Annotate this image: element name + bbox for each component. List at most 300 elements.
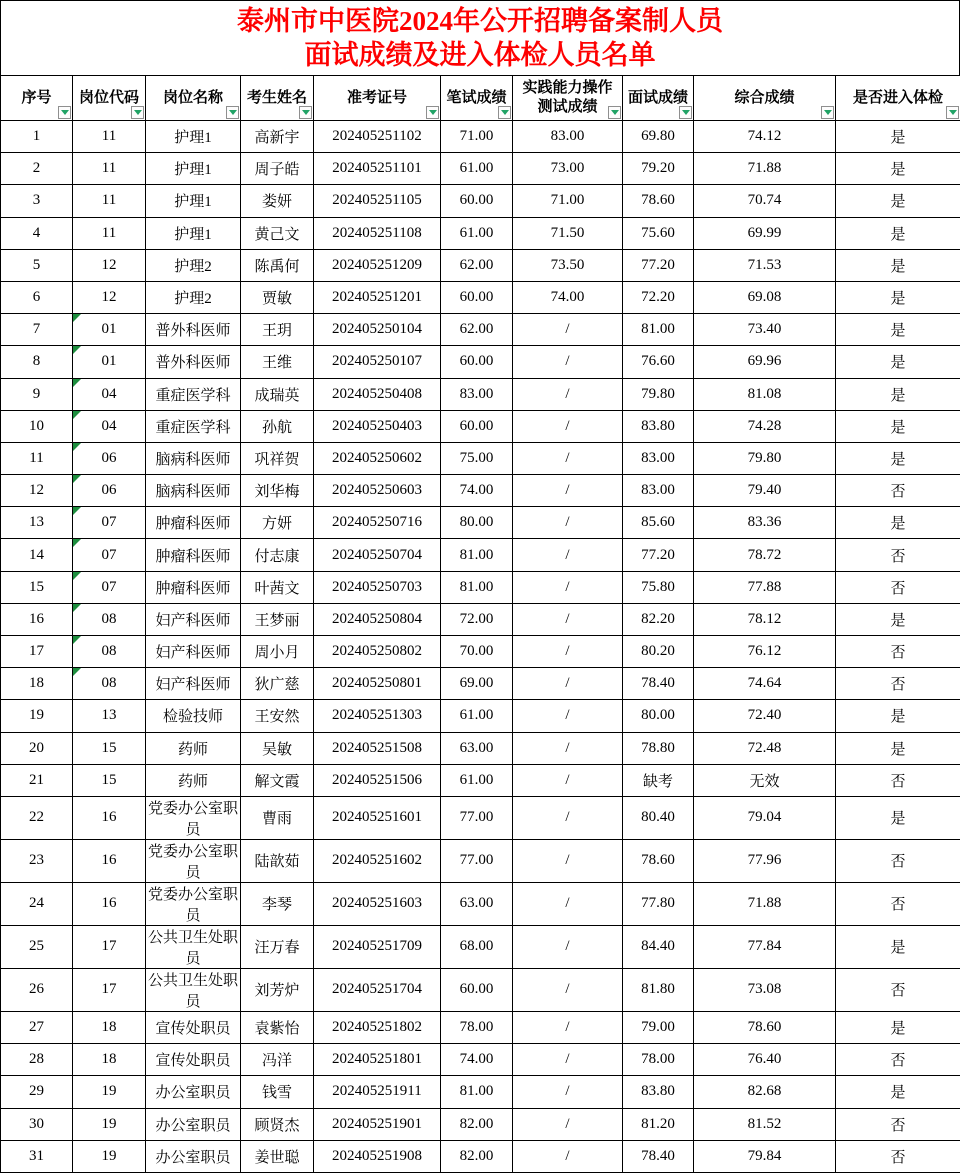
cell-practical[interactable]: 71.00 [513,185,623,217]
cell-written[interactable]: 77.00 [441,839,513,882]
cell-physical[interactable]: 否 [836,1044,960,1076]
cell-interview[interactable]: 80.00 [623,700,694,732]
cell-code[interactable]: 07 [73,539,146,571]
cell-interview[interactable]: 75.80 [623,571,694,603]
cell-position[interactable]: 重症医学科 [146,378,241,410]
cell-code[interactable]: 06 [73,475,146,507]
cell-code[interactable]: 15 [73,764,146,796]
cell-seq[interactable]: 14 [1,539,73,571]
cell-practical[interactable]: / [513,925,623,968]
cell-seq[interactable]: 7 [1,314,73,346]
cell-name[interactable]: 李琴 [241,882,314,925]
cell-overall[interactable]: 79.04 [694,796,836,839]
cell-position[interactable]: 脑病科医师 [146,475,241,507]
cell-name[interactable]: 成瑞英 [241,378,314,410]
cell-practical[interactable]: / [513,475,623,507]
cell-written[interactable]: 81.00 [441,571,513,603]
cell-written[interactable]: 60.00 [441,346,513,378]
cell-name[interactable]: 刘华梅 [241,475,314,507]
cell-physical[interactable]: 是 [836,732,960,764]
cell-physical[interactable]: 否 [836,539,960,571]
cell-written[interactable]: 78.00 [441,1011,513,1043]
cell-position[interactable]: 党委办公室职员 [146,796,241,839]
cell-exam_no[interactable]: 202405250408 [314,378,441,410]
cell-name[interactable]: 王梦丽 [241,603,314,635]
cell-code[interactable]: 04 [73,378,146,410]
cell-written[interactable]: 63.00 [441,732,513,764]
cell-overall[interactable]: 81.08 [694,378,836,410]
cell-written[interactable]: 62.00 [441,314,513,346]
cell-exam_no[interactable]: 202405251508 [314,732,441,764]
cell-position[interactable]: 护理2 [146,281,241,313]
cell-physical[interactable]: 否 [836,1108,960,1140]
cell-exam_no[interactable]: 202405250801 [314,668,441,700]
cell-overall[interactable]: 72.40 [694,700,836,732]
cell-exam_no[interactable]: 202405251102 [314,121,441,153]
cell-name[interactable]: 陆歆茹 [241,839,314,882]
cell-position[interactable]: 宣传处职员 [146,1044,241,1076]
cell-written[interactable]: 74.00 [441,1044,513,1076]
filter-button-interview[interactable] [679,106,692,119]
cell-practical[interactable]: 74.00 [513,281,623,313]
filter-button-overall[interactable] [821,106,834,119]
cell-written[interactable]: 77.00 [441,796,513,839]
filter-button-position[interactable] [226,106,239,119]
cell-interview[interactable]: 78.80 [623,732,694,764]
cell-interview[interactable]: 78.60 [623,185,694,217]
cell-seq[interactable]: 26 [1,968,73,1011]
cell-physical[interactable]: 否 [836,475,960,507]
cell-overall[interactable]: 77.96 [694,839,836,882]
cell-position[interactable]: 重症医学科 [146,410,241,442]
cell-overall[interactable]: 81.52 [694,1108,836,1140]
cell-name[interactable]: 王玥 [241,314,314,346]
cell-seq[interactable]: 16 [1,603,73,635]
cell-name[interactable]: 王安然 [241,700,314,732]
cell-interview[interactable]: 83.80 [623,1076,694,1108]
cell-written[interactable]: 74.00 [441,475,513,507]
cell-physical[interactable]: 否 [836,764,960,796]
cell-practical[interactable]: / [513,839,623,882]
filter-button-written[interactable] [498,106,511,119]
cell-interview[interactable]: 84.40 [623,925,694,968]
cell-exam_no[interactable]: 202405251601 [314,796,441,839]
cell-written[interactable]: 81.00 [441,1076,513,1108]
filter-button-exam_no[interactable] [426,106,439,119]
cell-physical[interactable]: 是 [836,346,960,378]
cell-seq[interactable]: 2 [1,153,73,185]
cell-overall[interactable]: 76.12 [694,636,836,668]
cell-written[interactable]: 61.00 [441,700,513,732]
cell-code[interactable]: 12 [73,281,146,313]
cell-practical[interactable]: 73.00 [513,153,623,185]
cell-seq[interactable]: 23 [1,839,73,882]
filter-button-code[interactable] [131,106,144,119]
cell-name[interactable]: 袁紫怡 [241,1011,314,1043]
cell-name[interactable]: 叶茜文 [241,571,314,603]
cell-name[interactable]: 孙航 [241,410,314,442]
cell-position[interactable]: 党委办公室职员 [146,882,241,925]
cell-practical[interactable]: / [513,1011,623,1043]
cell-seq[interactable]: 24 [1,882,73,925]
cell-position[interactable]: 护理1 [146,121,241,153]
cell-position[interactable]: 检验技师 [146,700,241,732]
cell-position[interactable]: 党委办公室职员 [146,839,241,882]
cell-interview[interactable]: 83.80 [623,410,694,442]
cell-overall[interactable]: 72.48 [694,732,836,764]
cell-physical[interactable]: 否 [836,571,960,603]
cell-physical[interactable]: 否 [836,668,960,700]
cell-practical[interactable]: 73.50 [513,249,623,281]
cell-code[interactable]: 04 [73,410,146,442]
cell-overall[interactable]: 69.99 [694,217,836,249]
cell-written[interactable]: 80.00 [441,507,513,539]
cell-physical[interactable]: 是 [836,700,960,732]
cell-name[interactable]: 王维 [241,346,314,378]
cell-seq[interactable]: 30 [1,1108,73,1140]
cell-overall[interactable]: 69.96 [694,346,836,378]
cell-interview[interactable]: 78.00 [623,1044,694,1076]
cell-position[interactable]: 脑病科医师 [146,442,241,474]
cell-practical[interactable]: / [513,507,623,539]
cell-exam_no[interactable]: 202405250403 [314,410,441,442]
cell-practical[interactable]: / [513,636,623,668]
cell-exam_no[interactable]: 202405251602 [314,839,441,882]
cell-practical[interactable]: / [513,1044,623,1076]
cell-seq[interactable]: 25 [1,925,73,968]
cell-position[interactable]: 办公室职员 [146,1140,241,1172]
cell-position[interactable]: 护理1 [146,217,241,249]
cell-name[interactable]: 顾贤杰 [241,1108,314,1140]
cell-overall[interactable]: 79.80 [694,442,836,474]
cell-code[interactable]: 08 [73,668,146,700]
cell-seq[interactable]: 11 [1,442,73,474]
cell-written[interactable]: 62.00 [441,249,513,281]
cell-position[interactable]: 办公室职员 [146,1108,241,1140]
cell-physical[interactable]: 是 [836,249,960,281]
cell-position[interactable]: 药师 [146,732,241,764]
cell-written[interactable]: 68.00 [441,925,513,968]
cell-practical[interactable]: / [513,882,623,925]
cell-physical[interactable]: 否 [836,636,960,668]
cell-physical[interactable]: 是 [836,121,960,153]
cell-code[interactable]: 12 [73,249,146,281]
cell-name[interactable]: 周子皓 [241,153,314,185]
cell-interview[interactable]: 82.20 [623,603,694,635]
cell-code[interactable]: 17 [73,968,146,1011]
cell-physical[interactable]: 是 [836,378,960,410]
cell-name[interactable]: 冯洋 [241,1044,314,1076]
cell-exam_no[interactable]: 202405250716 [314,507,441,539]
cell-interview[interactable]: 79.00 [623,1011,694,1043]
cell-overall[interactable]: 71.53 [694,249,836,281]
cell-code[interactable]: 08 [73,603,146,635]
cell-seq[interactable]: 13 [1,507,73,539]
filter-button-seq[interactable] [58,106,71,119]
cell-written[interactable]: 69.00 [441,668,513,700]
cell-written[interactable]: 71.00 [441,121,513,153]
cell-interview[interactable]: 69.80 [623,121,694,153]
cell-practical[interactable]: / [513,378,623,410]
cell-overall[interactable]: 79.40 [694,475,836,507]
cell-exam_no[interactable]: 202405250703 [314,571,441,603]
cell-practical[interactable]: / [513,1076,623,1108]
cell-overall[interactable]: 73.40 [694,314,836,346]
cell-code[interactable]: 15 [73,732,146,764]
cell-exam_no[interactable]: 202405250602 [314,442,441,474]
cell-position[interactable]: 办公室职员 [146,1076,241,1108]
cell-seq[interactable]: 8 [1,346,73,378]
cell-seq[interactable]: 6 [1,281,73,313]
cell-practical[interactable]: / [513,603,623,635]
cell-practical[interactable]: / [513,346,623,378]
filter-button-name[interactable] [299,106,312,119]
cell-code[interactable]: 11 [73,185,146,217]
cell-exam_no[interactable]: 202405251108 [314,217,441,249]
cell-written[interactable]: 75.00 [441,442,513,474]
cell-overall[interactable]: 82.68 [694,1076,836,1108]
cell-interview[interactable]: 79.80 [623,378,694,410]
filter-button-physical[interactable] [946,106,959,119]
cell-code[interactable]: 01 [73,346,146,378]
cell-practical[interactable]: 83.00 [513,121,623,153]
cell-position[interactable]: 肿瘤科医师 [146,539,241,571]
cell-interview[interactable]: 75.60 [623,217,694,249]
cell-name[interactable]: 钱雪 [241,1076,314,1108]
cell-position[interactable]: 普外科医师 [146,314,241,346]
cell-physical[interactable]: 否 [836,968,960,1011]
cell-overall[interactable]: 无效 [694,764,836,796]
cell-practical[interactable]: / [513,796,623,839]
cell-position[interactable]: 肿瘤科医师 [146,507,241,539]
cell-overall[interactable]: 69.08 [694,281,836,313]
cell-interview[interactable]: 72.20 [623,281,694,313]
cell-name[interactable]: 解文霞 [241,764,314,796]
cell-physical[interactable]: 是 [836,1076,960,1108]
cell-practical[interactable]: / [513,764,623,796]
cell-overall[interactable]: 78.60 [694,1011,836,1043]
cell-seq[interactable]: 28 [1,1044,73,1076]
cell-practical[interactable]: / [513,539,623,571]
cell-exam_no[interactable]: 202405251506 [314,764,441,796]
cell-written[interactable]: 61.00 [441,764,513,796]
cell-interview[interactable]: 80.20 [623,636,694,668]
cell-overall[interactable]: 78.72 [694,539,836,571]
cell-interview[interactable]: 81.20 [623,1108,694,1140]
cell-exam_no[interactable]: 202405250603 [314,475,441,507]
cell-code[interactable]: 18 [73,1011,146,1043]
cell-seq[interactable]: 22 [1,796,73,839]
cell-interview[interactable]: 76.60 [623,346,694,378]
cell-seq[interactable]: 29 [1,1076,73,1108]
cell-name[interactable]: 周小月 [241,636,314,668]
cell-written[interactable]: 63.00 [441,882,513,925]
cell-physical[interactable]: 是 [836,442,960,474]
cell-exam_no[interactable]: 202405250802 [314,636,441,668]
cell-written[interactable]: 70.00 [441,636,513,668]
cell-name[interactable]: 巩祥贺 [241,442,314,474]
cell-code[interactable]: 18 [73,1044,146,1076]
cell-exam_no[interactable]: 202405251908 [314,1140,441,1172]
cell-position[interactable]: 护理1 [146,185,241,217]
cell-position[interactable]: 公共卫生处职员 [146,925,241,968]
cell-seq[interactable]: 12 [1,475,73,507]
cell-code[interactable]: 17 [73,925,146,968]
cell-exam_no[interactable]: 202405251201 [314,281,441,313]
cell-practical[interactable]: / [513,1108,623,1140]
cell-written[interactable]: 82.00 [441,1140,513,1172]
cell-practical[interactable]: / [513,442,623,474]
cell-code[interactable]: 16 [73,882,146,925]
cell-position[interactable]: 护理1 [146,153,241,185]
cell-physical[interactable]: 是 [836,1011,960,1043]
cell-position[interactable]: 妇产科医师 [146,603,241,635]
cell-seq[interactable]: 5 [1,249,73,281]
cell-overall[interactable]: 74.28 [694,410,836,442]
cell-interview[interactable]: 78.60 [623,839,694,882]
cell-overall[interactable]: 71.88 [694,153,836,185]
cell-overall[interactable]: 74.12 [694,121,836,153]
cell-physical[interactable]: 否 [836,882,960,925]
cell-overall[interactable]: 73.08 [694,968,836,1011]
cell-code[interactable]: 11 [73,217,146,249]
cell-seq[interactable]: 27 [1,1011,73,1043]
cell-written[interactable]: 83.00 [441,378,513,410]
cell-practical[interactable]: / [513,732,623,764]
cell-name[interactable]: 汪万春 [241,925,314,968]
cell-exam_no[interactable]: 202405250104 [314,314,441,346]
cell-code[interactable]: 01 [73,314,146,346]
cell-exam_no[interactable]: 202405251802 [314,1011,441,1043]
cell-interview[interactable]: 缺考 [623,764,694,796]
cell-code[interactable]: 11 [73,153,146,185]
cell-interview[interactable]: 78.40 [623,668,694,700]
cell-physical[interactable]: 是 [836,507,960,539]
cell-name[interactable]: 贾敏 [241,281,314,313]
cell-exam_no[interactable]: 202405250107 [314,346,441,378]
cell-exam_no[interactable]: 202405250704 [314,539,441,571]
cell-written[interactable]: 82.00 [441,1108,513,1140]
cell-written[interactable]: 61.00 [441,217,513,249]
cell-practical[interactable]: / [513,700,623,732]
cell-interview[interactable]: 83.00 [623,442,694,474]
cell-position[interactable]: 宣传处职员 [146,1011,241,1043]
cell-seq[interactable]: 3 [1,185,73,217]
cell-exam_no[interactable]: 202405251704 [314,968,441,1011]
cell-exam_no[interactable]: 202405251709 [314,925,441,968]
cell-practical[interactable]: / [513,571,623,603]
cell-overall[interactable]: 77.88 [694,571,836,603]
cell-seq[interactable]: 4 [1,217,73,249]
cell-overall[interactable]: 79.84 [694,1140,836,1172]
cell-practical[interactable]: / [513,314,623,346]
cell-practical[interactable]: / [513,1140,623,1172]
cell-interview[interactable]: 83.00 [623,475,694,507]
cell-physical[interactable]: 是 [836,925,960,968]
cell-seq[interactable]: 21 [1,764,73,796]
cell-interview[interactable]: 78.40 [623,1140,694,1172]
cell-physical[interactable]: 是 [836,217,960,249]
cell-exam_no[interactable]: 202405251801 [314,1044,441,1076]
cell-overall[interactable]: 76.40 [694,1044,836,1076]
cell-name[interactable]: 方妍 [241,507,314,539]
cell-seq[interactable]: 19 [1,700,73,732]
cell-code[interactable]: 08 [73,636,146,668]
cell-code[interactable]: 13 [73,700,146,732]
cell-written[interactable]: 81.00 [441,539,513,571]
cell-interview[interactable]: 79.20 [623,153,694,185]
cell-seq[interactable]: 17 [1,636,73,668]
filter-button-practical[interactable] [608,106,621,119]
cell-seq[interactable]: 10 [1,410,73,442]
cell-name[interactable]: 付志康 [241,539,314,571]
cell-overall[interactable]: 83.36 [694,507,836,539]
cell-code[interactable]: 19 [73,1108,146,1140]
cell-exam_no[interactable]: 202405251911 [314,1076,441,1108]
cell-code[interactable]: 16 [73,839,146,882]
cell-exam_no[interactable]: 202405250804 [314,603,441,635]
cell-practical[interactable]: 71.50 [513,217,623,249]
cell-physical[interactable]: 否 [836,1140,960,1172]
cell-code[interactable]: 16 [73,796,146,839]
cell-code[interactable]: 11 [73,121,146,153]
cell-code[interactable]: 06 [73,442,146,474]
cell-exam_no[interactable]: 202405251209 [314,249,441,281]
cell-interview[interactable]: 81.80 [623,968,694,1011]
cell-position[interactable]: 妇产科医师 [146,636,241,668]
cell-position[interactable]: 普外科医师 [146,346,241,378]
cell-physical[interactable]: 是 [836,153,960,185]
cell-practical[interactable]: / [513,668,623,700]
cell-practical[interactable]: / [513,968,623,1011]
cell-seq[interactable]: 20 [1,732,73,764]
cell-seq[interactable]: 9 [1,378,73,410]
cell-written[interactable]: 72.00 [441,603,513,635]
cell-code[interactable]: 07 [73,507,146,539]
cell-written[interactable]: 60.00 [441,281,513,313]
cell-seq[interactable]: 31 [1,1140,73,1172]
cell-seq[interactable]: 1 [1,121,73,153]
cell-code[interactable]: 19 [73,1140,146,1172]
cell-exam_no[interactable]: 202405251901 [314,1108,441,1140]
cell-physical[interactable]: 是 [836,281,960,313]
cell-physical[interactable]: 是 [836,796,960,839]
cell-exam_no[interactable]: 202405251101 [314,153,441,185]
cell-written[interactable]: 60.00 [441,185,513,217]
cell-physical[interactable]: 是 [836,185,960,217]
cell-name[interactable]: 吴敏 [241,732,314,764]
cell-overall[interactable]: 77.84 [694,925,836,968]
cell-name[interactable]: 娄妍 [241,185,314,217]
cell-position[interactable]: 护理2 [146,249,241,281]
cell-name[interactable]: 高新宇 [241,121,314,153]
cell-exam_no[interactable]: 202405251303 [314,700,441,732]
cell-interview[interactable]: 77.20 [623,539,694,571]
cell-overall[interactable]: 71.88 [694,882,836,925]
cell-name[interactable]: 曹雨 [241,796,314,839]
cell-physical[interactable]: 是 [836,603,960,635]
cell-name[interactable]: 黄己文 [241,217,314,249]
cell-position[interactable]: 妇产科医师 [146,668,241,700]
cell-name[interactable]: 刘芳炉 [241,968,314,1011]
cell-physical[interactable]: 否 [836,839,960,882]
cell-seq[interactable]: 15 [1,571,73,603]
cell-interview[interactable]: 81.00 [623,314,694,346]
cell-exam_no[interactable]: 202405251105 [314,185,441,217]
cell-exam_no[interactable]: 202405251603 [314,882,441,925]
cell-overall[interactable]: 70.74 [694,185,836,217]
cell-written[interactable]: 61.00 [441,153,513,185]
